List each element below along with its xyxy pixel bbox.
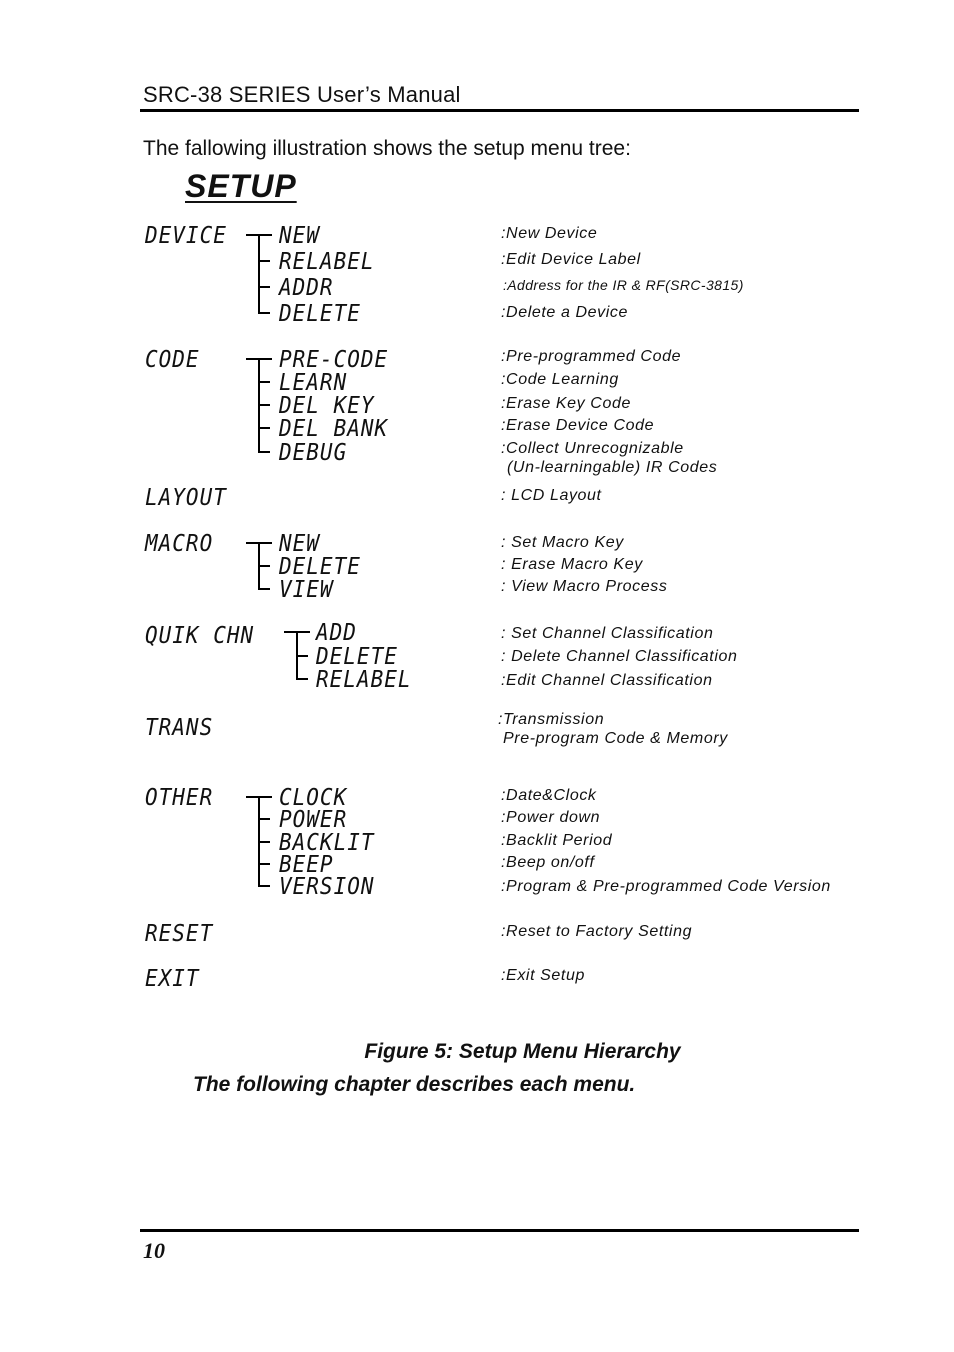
menu-quikchn: QUIK CHN (145, 621, 255, 649)
header-rule (140, 109, 859, 112)
quikchn-item-delete: DELETE (316, 642, 398, 670)
menu-exit: EXIT (145, 964, 200, 992)
macro-desc-new: : Set Macro Key (501, 534, 624, 551)
menu-trans: TRANS (145, 713, 214, 741)
chapter-note: The following chapter describes each menu. (193, 1073, 636, 1096)
device-item-addr: ADDR (279, 273, 334, 301)
menu-device: DEVICE (145, 221, 227, 249)
other-item-power: POWER (279, 805, 348, 833)
other-desc-clock: :Date&Clock (501, 787, 597, 804)
menu-other: OTHER (145, 783, 214, 811)
page-number: 10 (143, 1238, 165, 1263)
reset-desc: :Reset to Factory Setting (501, 923, 693, 940)
code-item-learn: LEARN (279, 368, 348, 396)
device-desc-relabel: :Edit Device Label (501, 251, 641, 268)
footer-rule (140, 1229, 859, 1232)
macro-item-delete: DELETE (279, 552, 361, 580)
quikchn-desc-relabel: :Edit Channel Classification (501, 672, 713, 689)
other-item-backlit: BACKLIT (279, 828, 375, 856)
other-desc-power: :Power down (501, 809, 601, 826)
setup-title: SETUP (185, 168, 297, 204)
other-item-version: VERSION (279, 872, 375, 900)
layout-desc: : LCD Layout (501, 487, 602, 504)
quikchn-desc-add: : Set Channel Classification (501, 625, 714, 642)
other-desc-backlit: :Backlit Period (501, 832, 613, 849)
code-desc-delbank: :Erase Device Code (501, 417, 655, 434)
menu-reset: RESET (145, 919, 214, 947)
intro-text: The fallowing illustration shows the setup menu tree: (143, 137, 631, 160)
macro-item-new: NEW (279, 529, 320, 557)
device-item-new: NEW (279, 221, 320, 249)
macro-desc-view: : View Macro Process (501, 578, 668, 595)
figure-caption: Figure 5: Setup Menu Hierarchy (364, 1040, 681, 1063)
trans-desc-cont: Pre-program Code & Memory (503, 730, 728, 747)
device-desc-addr: :Address for the IR & RF(SRC-3815) (503, 277, 744, 293)
code-item-delkey: DEL KEY (279, 391, 375, 419)
code-item-delbank: DEL BANK (279, 414, 389, 442)
bracket-device (258, 234, 260, 313)
code-item-precode: PRE-CODE (279, 345, 389, 373)
device-item-delete: DELETE (279, 299, 361, 327)
code-item-debug: DEBUG (279, 438, 348, 466)
quikchn-item-add: ADD (316, 618, 357, 646)
device-item-relabel: RELABEL (279, 247, 375, 275)
code-desc-delkey: :Erase Key Code (501, 395, 631, 412)
code-desc-learn: :Code Learning (501, 371, 619, 388)
device-desc-new: :New Device (501, 225, 598, 242)
other-desc-version: :Program & Pre-programmed Code Version (501, 878, 831, 895)
quikchn-item-relabel: RELABEL (316, 665, 412, 693)
code-desc-precode: :Pre-programmed Code (501, 348, 682, 365)
device-desc-delete: :Delete a Device (501, 304, 628, 321)
code-desc-debug: :Collect Unrecognizable (501, 440, 684, 457)
other-item-clock: CLOCK (279, 783, 348, 811)
code-desc-debug-cont: (Un-learningable) IR Codes (507, 459, 718, 476)
menu-macro: MACRO (145, 529, 214, 557)
menu-layout: LAYOUT (145, 483, 227, 511)
header-title: SRC-38 SERIES User’s Manual (143, 82, 461, 107)
quikchn-desc-delete: : Delete Channel Classification (501, 648, 738, 665)
other-item-beep: BEEP (279, 850, 334, 878)
other-desc-beep: :Beep on/off (501, 854, 595, 871)
trans-desc: :Transmission (498, 711, 605, 728)
exit-desc: :Exit Setup (501, 967, 585, 984)
macro-item-view: VIEW (279, 575, 334, 603)
macro-desc-delete: : Erase Macro Key (501, 556, 643, 573)
menu-code: CODE (145, 345, 200, 373)
